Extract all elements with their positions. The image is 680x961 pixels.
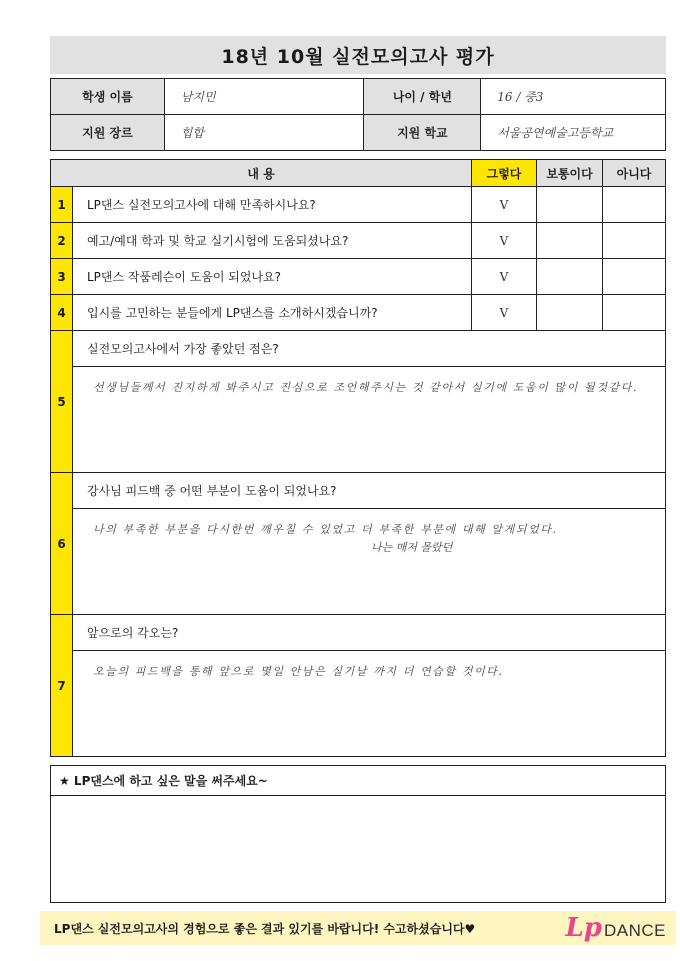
lp-dance-logo xyxy=(566,913,666,943)
empty-cell xyxy=(537,187,603,223)
empty-cell xyxy=(603,295,666,331)
question-number: 3 xyxy=(51,259,73,295)
question-text: 입시를 고민하는 분들에게 LP댄스를 소개하시겠습니까? xyxy=(73,295,472,331)
handwritten-insert: 나는 매저 몰랐던 xyxy=(371,541,453,554)
open-question-7 xyxy=(73,615,666,757)
check-mark: V xyxy=(472,259,537,295)
name-label: 학생 이름 xyxy=(51,79,165,115)
header-content: 내 용 xyxy=(51,160,472,187)
genre-value: 힙합 xyxy=(164,115,364,151)
header-yes: 그렇다 xyxy=(472,160,537,187)
message-label: ★ LP댄스에 하고 싶은 말을 써주세요~ xyxy=(51,766,665,796)
handwritten-answer: 나의 부족한 부분을 다시한번 깨우칠 수 있었고 더 부족한 부분에 대해 알게되었다. xyxy=(93,523,558,536)
question-text: 예고/예대 학과 및 학교 실기시험에 도움되셨나요? xyxy=(73,223,472,259)
check-mark: V xyxy=(472,223,537,259)
logo-dance: DANCE xyxy=(603,921,666,940)
school-label: 지원 학교 xyxy=(364,115,481,151)
check-mark: V xyxy=(472,187,537,223)
header-no: 아니다 xyxy=(603,160,666,187)
question-text: 강사님 피드백 중 어떤 부분이 도움이 되었나요? xyxy=(73,473,665,509)
question-text: LP댄스 작품레슨이 도움이 되었나요? xyxy=(73,259,472,295)
logo-lp: Lp xyxy=(565,913,602,943)
message-box xyxy=(50,765,666,903)
question-number: 1 xyxy=(51,187,73,223)
empty-cell xyxy=(603,187,666,223)
question-text: 앞으로의 각오는? xyxy=(73,615,665,651)
footer-text: LP댄스 실전모의고사의 경험으로 좋은 결과 있기를 바랍니다! 수고하셨습니다♥ xyxy=(54,921,476,936)
empty-cell xyxy=(537,259,603,295)
open-question-5 xyxy=(73,331,666,473)
student-info-table xyxy=(50,78,666,151)
question-number: 5 xyxy=(51,331,73,473)
handwritten-answer: 오늘의 피드백을 통해 앞으로 몇일 안남은 실기날 까지 더 연습할 것이다. xyxy=(93,665,504,678)
question-number: 4 xyxy=(51,295,73,331)
question-number: 7 xyxy=(51,615,73,757)
page-title: 18년 10월 실전모의고사 평가 xyxy=(50,36,666,74)
check-mark: V xyxy=(472,295,537,331)
age-value: 16 / 중3 xyxy=(481,79,666,115)
header-normal: 보통이다 xyxy=(537,160,603,187)
question-text: 실전모의고사에서 가장 좋았던 점은? xyxy=(73,331,665,367)
empty-cell xyxy=(537,223,603,259)
survey-table xyxy=(50,159,666,757)
age-label: 나이 / 학년 xyxy=(364,79,481,115)
footer-banner xyxy=(40,911,676,945)
empty-cell xyxy=(603,259,666,295)
genre-label: 지원 장르 xyxy=(51,115,165,151)
empty-cell xyxy=(603,223,666,259)
question-number: 6 xyxy=(51,473,73,615)
empty-cell xyxy=(537,295,603,331)
name-value: 남지민 xyxy=(164,79,364,115)
school-value: 서울공연예술고등학교 xyxy=(481,115,666,151)
handwritten-answer: 선생님들께서 진지하게 봐주시고 진심으로 조언해주시는 것 같아서 실기에 도움이 많이 될것같다. xyxy=(93,381,639,394)
open-question-6 xyxy=(73,473,666,615)
question-number: 2 xyxy=(51,223,73,259)
question-text: LP댄스 실전모의고사에 대해 만족하시나요? xyxy=(73,187,472,223)
